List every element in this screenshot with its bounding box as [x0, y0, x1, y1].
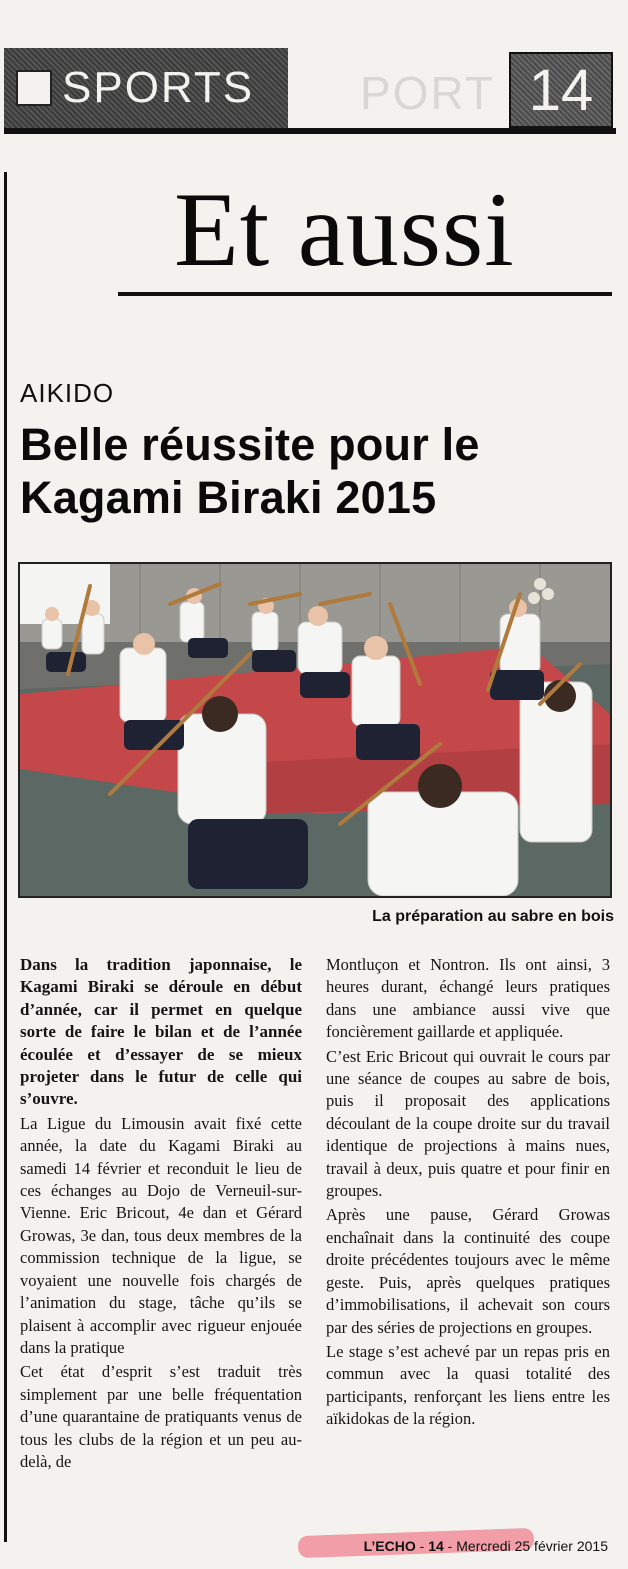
article-kicker: AIKIDO — [20, 378, 115, 408]
footer-date: Mercredi 25 février 2015 — [456, 1538, 608, 1554]
article-paragraph: Cet état d’esprit s’est traduit très simplement par une belle fréquentation d’une quarantaine de pratiquants venus de tous les clubs de la région et un peu au-delà, de — [20, 1362, 302, 1471]
article-paragraph: Montluçon et Nontron. Ils ont ainsi, 3 heures durant, échangé leurs pratiques dans une ambiance aussi vive que foncièrement gaillarde et appliquée. — [326, 955, 610, 1042]
article-paragraph: La Ligue du Limousin avait fixé cette année, la date du Kagami Biraki au samedi 14 février et reconduit le lieu de ces échanges au Dojo de Verneuil-sur-Vienne. Eric Bricout, 4e dan et Gérard Growas, 3e dan, tous deux membres de la commission technique de la ligue, se voyaient une nouvelle fois chargés de l’animation du stage, tâche qu’ils se plaisent à accomplir avec rigueur enjouée dans la pratique — [20, 1113, 302, 1357]
bleed-through-text: PORT — [360, 67, 495, 119]
page-number: 14 — [528, 57, 594, 123]
page-header — [0, 46, 628, 138]
article-column-right — [326, 954, 610, 1431]
article-column-left — [20, 954, 302, 1473]
title-rule — [118, 292, 612, 296]
footer-page: 14 — [428, 1538, 444, 1554]
dojo-photo-illustration — [20, 564, 610, 896]
footer-separator: - — [443, 1538, 457, 1554]
photo-caption: La préparation au sabre en bois — [372, 908, 614, 925]
square-icon — [16, 70, 52, 106]
article-paragraph: Le stage s’est achevé par un repas pris en commun avec la quasi totalité des participants, renforçant les liens entre les aïkidokas de la région. — [326, 1341, 610, 1429]
column-rule — [4, 172, 7, 1542]
article-paragraph: C’est Eric Bricout qui ouvrait le cours par une séance de coupes au sabre de bois, puis il proposait des applications découlant de la coupe droite sur du travail identique de projections à mains nues, travail à deux, puis quatre et pour finir en groupes. — [326, 1046, 610, 1201]
page-footer — [364, 1538, 608, 1554]
header-rule — [4, 128, 616, 134]
article-paragraph: Après une pause, Gérard Growas enchaînait dans la continuité des coupe droite précédentes toujours avec le même geste. Puis, après quelques pratiques d’immobilisations, il achevait son cours par des séries de projections en groupes. — [326, 1205, 610, 1337]
article-headline: Belle réussite pour le Kagami Biraki 2015 — [20, 419, 480, 523]
article-photo — [18, 562, 612, 898]
section-label: SPORTS — [62, 63, 255, 112]
footer-paper: L’ECHO — [363, 1538, 416, 1554]
section-banner — [4, 48, 288, 128]
page-number-box — [509, 52, 613, 128]
article-lead: Dans la tradition japonnaise, le Kagami Biraki se déroule en début d’année, car il permet en quelque sorte de faire le bilan et de l’année écoulée et d’essayer de se mieux projeter dans le futur de celle qui s’ouvre. — [20, 955, 302, 1109]
section-title: Et aussi — [174, 171, 515, 288]
footer-separator: - — [415, 1538, 429, 1554]
